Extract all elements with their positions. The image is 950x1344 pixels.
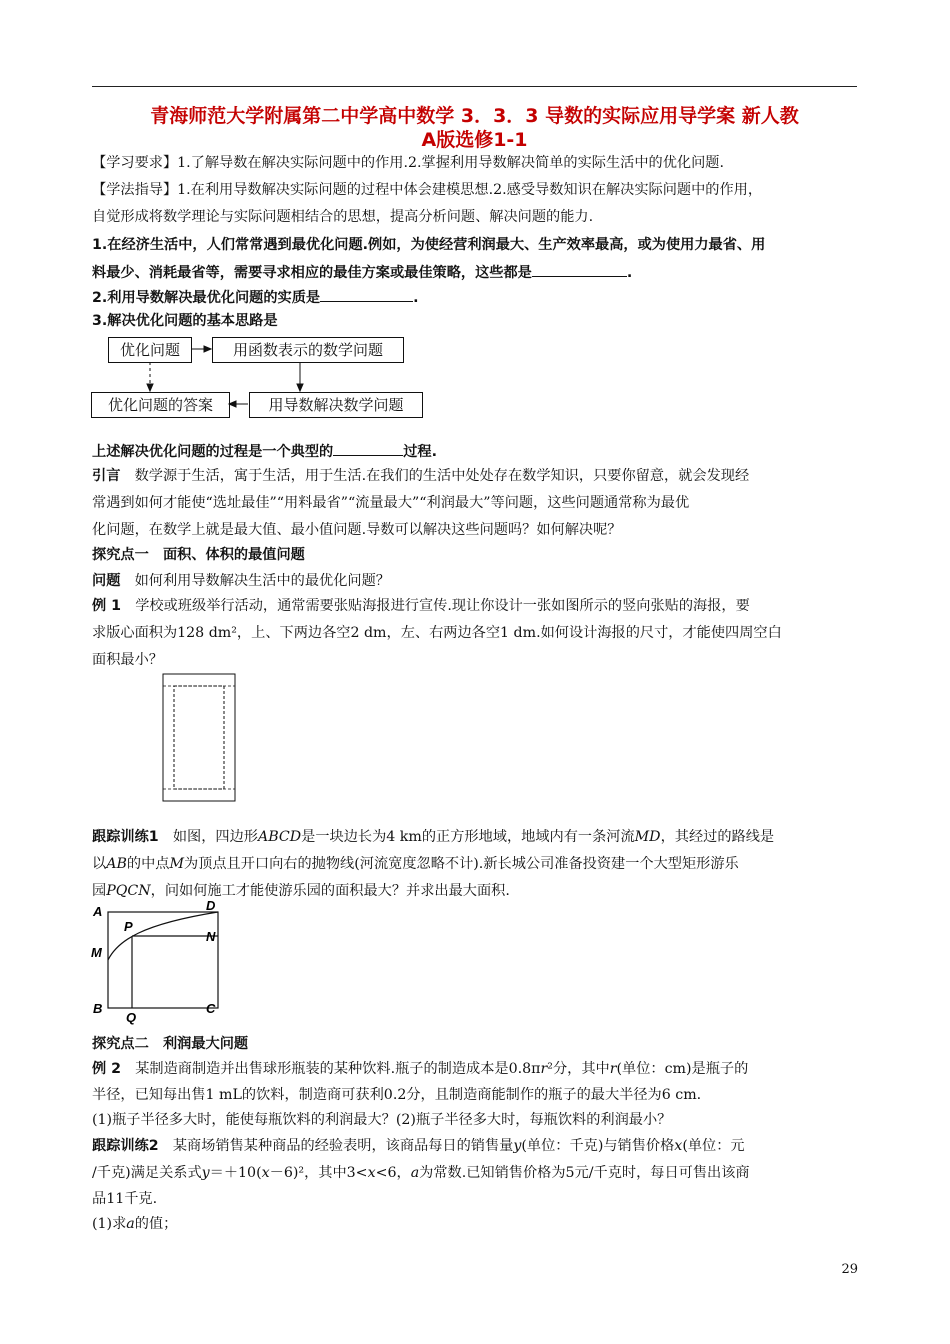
learning-guidance-line1: 【学法指导】1.在利用导数解决实际问题的过程中体会建模思想.2.感受导数知识在解决实际问题中的作用， [92,182,763,198]
square-parabola-figure [88,900,228,1025]
label-M: M [91,945,102,960]
intro-line3: 化问题，在数学上就是最大值、最小值问题.导数可以解决这些问题吗？如何解决呢？ [92,522,622,538]
label-A: A [93,904,103,919]
label-D: D [206,898,216,913]
track-2-line2: /千克)满足关系式y＝＋10(x－6)²，其中3<x<6，a为常数.已知销售价格为5元/千克时，每日可售出该商 [92,1165,750,1181]
example-1-line3: 面积最小？ [92,652,163,668]
label-Q: Q [126,1010,137,1025]
learning-requirements: 【学习要求】1.了解导数在解决实际问题中的作用.2.掌握利用导数解决简单的实际生活中的优化问题. [92,155,724,171]
flow-box-derivative-solve: 用导数解决数学问题 [249,392,423,418]
label-B: B [93,1001,103,1016]
label-C: C [206,1001,216,1016]
intro-line1: 引言 数学源于生活，寓于生活，用于生活.在我们的生活中处处存在数学知识，只要你留意，就会发现经 [92,468,750,484]
flow-box-answer: 优化问题的答案 [91,392,230,418]
label-N: N [206,929,216,944]
track-1-line2: 以AB的中点M为顶点且开口向右的抛物线(河流宽度忽略不计).新长城公司准备投资建一个大型矩形游乐 [92,856,739,872]
flow-box-optimization-problem: 优化问题 [108,337,192,363]
example-2-line3: (1)瓶子半径多大时，能使每瓶饮料的利润最大？(2)瓶子半径多大时，每瓶饮料的利润最小？ [92,1112,672,1128]
example-1-line2: 求版心面积为128 dm²，上、下两边各空2 dm，左、右两边各空1 dm.如何设计海报的尺寸，才能使四周空白 [92,625,782,641]
example-2-line2: 半径，已知每出售1 mL的饮料，制造商可获利0.2分，且制造商能制作的瓶子的最大半径为6 cm. [92,1087,702,1103]
track-1-line1: 跟踪训练1 如图，四边形ABCD是一块边长为4 km的正方形地域，地域内有一条河流MD，其经过的路线是 [92,829,775,845]
track-2-line3: 品11千克. [92,1191,158,1207]
question-1-line2: 料最少、消耗最省等，需要寻求相应的最佳方案或最佳策略，这些都是 . [92,262,862,283]
doc-title-line2: A版选修1-1 [421,129,528,151]
question-1-line1: 1.在经济生活中，人们常常遇到最优化问题.例如，为使经营利润最大、生产效率最高，或为使用力最省、用 [92,237,766,253]
process-sentence: 上述解决优化问题的过程是一个典型的 过程. [92,441,862,462]
track-2-line1: 跟踪训练2 某商场销售某种商品的经验表明，该商品每日的销售量y(单位：千克)与销售价格x(单位：元 [92,1138,745,1154]
flow-box-math-problem: 用函数表示的数学问题 [212,337,404,363]
explore-point-2: 探究点二 利润最大问题 [92,1036,249,1052]
track-1-line3: 园PQCN，问如何施工才能使游乐园的面积最大？并求出最大面积. [92,883,510,899]
intro-line2: 常遇到如何才能使“选址最佳”“用料最省”“流量最大”“利润最大”等问题，这些问题通常称为最优 [92,495,690,511]
page-number: 29 [841,1262,858,1277]
doc-title-line1: 青海师范大学附属第二中学高中数学 3．3．3 导数的实际应用导学案 新人教 [150,105,799,127]
label-P: P [124,919,133,934]
learning-guidance-line2: 自觉形成将数学理论与实际问题相结合的思想，提高分析问题、解决问题的能力. [92,209,594,225]
track-2-line4: (1)求a的值； [92,1216,178,1232]
question-2: 2.利用导数解决最优化问题的实质是 . [92,287,862,308]
question-line: 问题 如何利用导数解决生活中的最优化问题？ [92,573,390,589]
example-1-line1: 例 1 学校或班级举行活动，通常需要张贴海报进行宣传.现让你设计一张如图所示的竖向张贴的海报，要 [92,598,750,614]
explore-point-1: 探究点一 面积、体积的最值问题 [92,547,305,563]
example-2-line1: 例 2 某制造商制造并出售球形瓶装的某种饮料.瓶子的制造成本是0.8πr²分，其中r(单位：cm)是瓶子的 [92,1061,749,1077]
poster-figure [160,672,240,804]
question-3: 3.解决优化问题的基本思路是 [92,313,278,329]
